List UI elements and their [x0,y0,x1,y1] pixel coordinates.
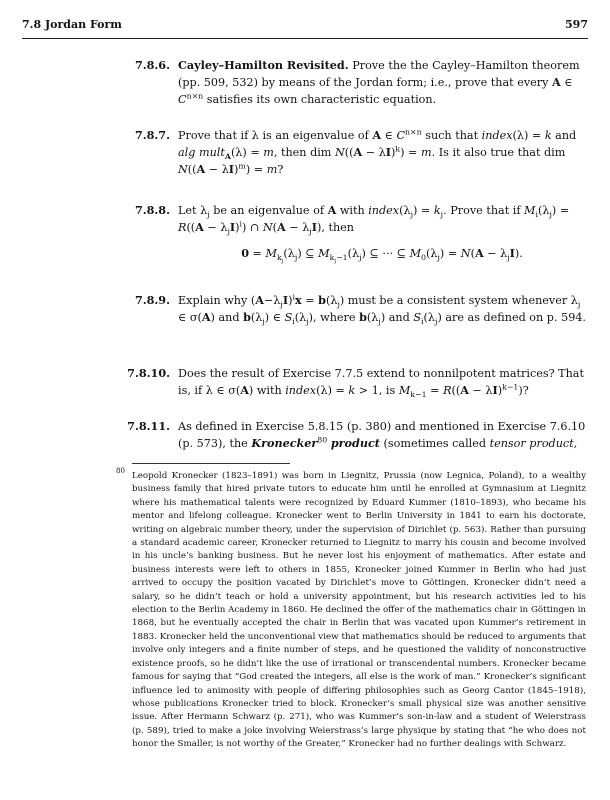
text-fragment: then [280,146,307,159]
text-fragment: Let [178,204,197,217]
text-fragment: then [328,221,354,234]
text-fragment: Is it also true that [438,146,541,159]
section-title: 7.8 Jordan Form [22,18,122,31]
text-fragment: and [555,129,577,142]
exercise-7-8-7: 7.8.7. Prove that if λ is an eigenvalue of A ∈ $C^{n\times n}$ such that index(λ) = k and alg mult$_A$(λ) = m, then dim $N((A - \lambda I)^k) = m$. Is it also true that dim $N((A - \lambda I)^m) = m$? [130,127,586,178]
kronecker-term: Kronecker [251,436,318,450]
footnote-number: 80 [116,467,125,475]
display-equation: $0 = M_{k_j}(\lambda_j)$ ⊆ $M_{k_j-1}(\lambda_j)$ ⊆ ··· ⊆ $M_0(\lambda_j) = N(A - \lambda_jI)$. [241,246,523,265]
exercise-text-2: satisfies its own characteristic equation. [206,93,437,106]
exercise-7-8-8: 7.8.8. Let $\lambda_j$ be an eigenvalue of A with $index(\lambda_j) = k_j$. Prove that if $M_i(\lambda_j) = R((A - \lambda_jI)^i)$ ∩ $N(A - \lambda_jI)$, then $0 = M_{k_j}(\lambda_j)$ ⊆ $M_{k_j-1}(\lambda_j)$ ⊆ ··· ⊆ $M_0(\lambda_j) = N(A - \lambda_jI)$. [130,202,586,262]
exercise-text: Prove the the Cayley–Hamilton theorem (pp. 509, 532) by means of the Jordan form; i.e., prove that every [178,59,580,89]
exercise-7-8-10: 7.8.10. Does the result of Exercise 7.7.5 extend to nonnilpotent matrices? That is, if λ ∈ σ(A) with index(λ) = k > 1, is $M_{k-1} = R((A - \lambda I)^{k-1})$? [130,365,586,399]
exercise-7-8-11 [127,418,586,452]
exercise-number: 7.8.7. [134,128,170,142]
exercise-number: 7.8.11. [127,419,170,433]
text-fragment: must be a consistent system whenever [347,294,568,307]
exercise-title: Cayley–Hamilton Revisited. [178,58,349,72]
footnote-rule [132,463,290,464]
text-fragment: such that [425,129,479,142]
text-fragment: where [320,311,356,324]
text-fragment: and [218,311,240,324]
text-fragment: and [388,311,410,324]
exercise-number: 7.8.6. [134,58,170,72]
tensor-term: tensor product, [489,437,578,450]
page-number: 597 [565,18,588,31]
product-term: product [330,436,380,450]
text-fragment: Does the result of Exercise 7.7.5 extend to nonnilpotent matrices? That is, if [178,367,584,397]
footnote-text: Leopold Kronecker (1823–1891) was born in Liegnitz, Prussia (now Legnica, Poland), to a wealthy business family that hired private tutors to educate him until he enrolled at Gymnasium at Liegnitz where his mathematical talents were recognized by Eduard Kummer (1810–1893), who became his mentor and lifelong colleague. Kronecker went to Berlin University in 1841 to earn his doctorate, writing on algebraic number theory, under the supervision of Dirichlet (p. 563). Rather than pursuing a standard academic career, Kronecker returned to Liegnitz to marry his cousin and become involved in his uncle’s banking business. But he never lost his enjoyment of mathematics. After estate and business interests were left to others in 1855, Kronecker joined Kummer in Berlin who had just arrived to occupy the position vacated by Dirichlet’s move to Göttingen. Kronecker didn’t need a salary, so he didn’t teach or hold a university appointment, but his research activities led to his election to the Berlin Academy in 1860. He declined the offer of the mathematics chair in Göttingen in 1868, but he eventually accepted the chair in Berlin that was vacated upon Kummer’s retirement in 1883. Kronecker held the unconventional view that mathematics should be reduced to arguments that involve only integers and a finite number of steps, and he questioned the validity of nonconstructive existence proofs, so he didn’t like the use of irrational or transcendental numbers. Kronecker became famous for saying that “God created the integers, all else is the work of man.” Kronecker’s significant influence led to animosity with people of differing philosophies such as Georg Cantor (1845–1918), whose publications Kronecker tried to block. Kronecker’s small physical size was another sensitive issue. After Hermann Schwarz (p. 271), who was Kummer’s son-in-law and a student of Weierstrass (p. 589), tried to make a joke involving Weierstrass’s large physique by stating that “he who does not honor the Smaller, is not worthy of the Greater,” Kronecker had no further dealings with Schwarz. [132,471,586,750]
exercise-7-8-6: 7.8.6. Cayley–Hamilton Revisited. Prove the the Cayley–Hamilton theorem (pp. 509, 532) by means of the Jordan form; i.e., prove that every A ∈ $C^{n\times n}$ satisfies its own characteristic equation. [130,57,586,108]
text-fragment: with [339,204,365,217]
exercise-number: 7.8.9. [134,293,170,307]
text-fragment: (sometimes called [383,437,487,450]
text-fragment: Explain why [178,294,248,307]
exercise-number: 7.8.8. [134,203,170,217]
text-fragment: Prove that if λ is an eigenvalue of [178,129,369,142]
text-fragment: As defined in Exercise 5.8.15 (p. 380) and mentioned in Exercise 7.6.10 (p. 573), the [178,420,586,450]
text-fragment: with [256,384,282,397]
text-fragment: be an eigenvalue of [213,204,324,217]
exercise-7-8-9: 7.8.9. Explain why $(A-\lambda_jI)^ix = b(\lambda_j)$ must be a consistent system whenever $\lambda_j$ ∈ σ(A) and $b(\lambda_j)$ ∈ $S_i(\lambda_j)$, where $b(\lambda_j)$ and $S_i(\lambda_j)$ are as defined on p. 594. [130,292,586,326]
text-fragment: are as defined on p. 594. [445,311,586,324]
footnote-reference[interactable]: 80 [317,435,328,445]
running-header [22,18,588,39]
exercise-number: 7.8.10. [127,366,170,380]
text-fragment: Prove that if [450,204,521,217]
text-fragment: is [385,384,396,397]
